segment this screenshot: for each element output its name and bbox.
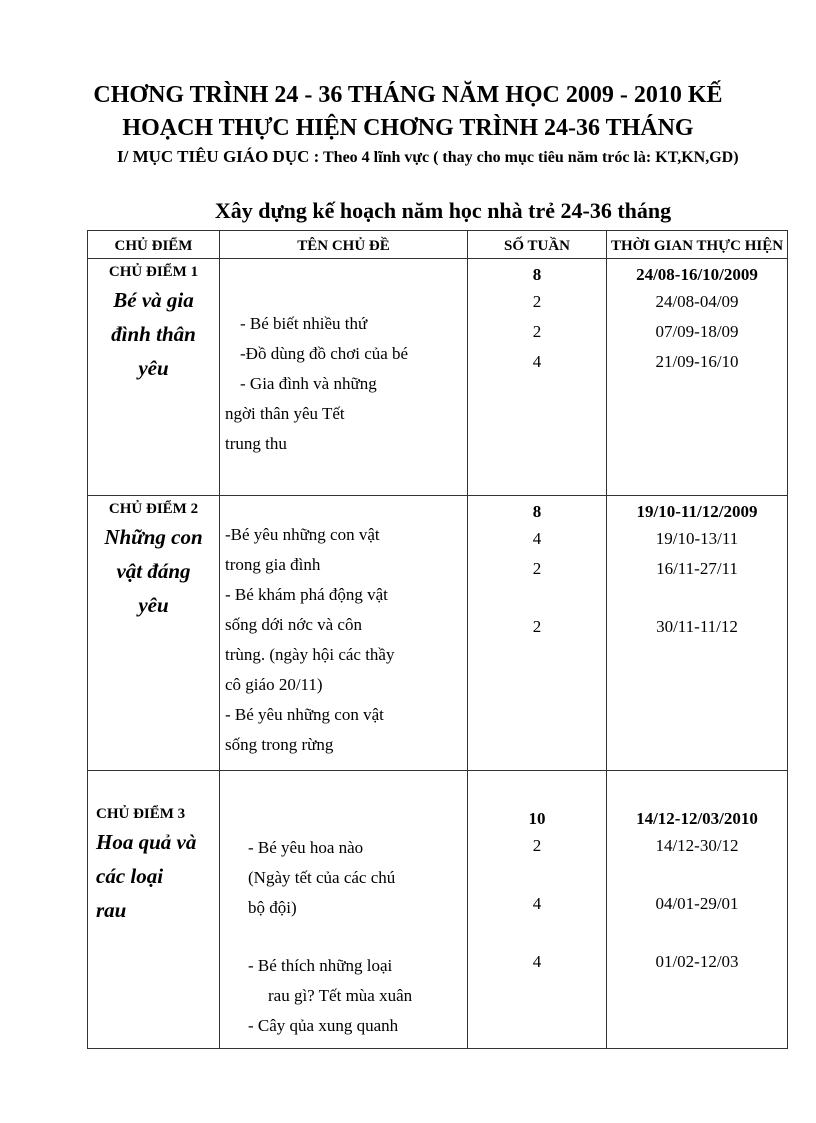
topic-line: -Bé yêu những con vật <box>225 525 380 544</box>
theme-code: CHỦ ĐIỂM 2 <box>108 501 199 517</box>
weeks-total: 10 <box>528 809 546 828</box>
topic-line: rau gì? Tết mùa xuân <box>268 986 413 1005</box>
table-header-row <box>88 231 788 259</box>
theme-cell <box>88 259 220 496</box>
date-value: 01/02-12/03 <box>655 952 739 971</box>
table-subtitle: Xây dựng kế hoạch năm học nhà trẻ 24-36 tháng <box>214 198 672 223</box>
table-row <box>88 259 788 496</box>
section-lead: I/ MỤC TIÊU GIÁO DỤC : <box>117 147 320 166</box>
weeks-cell <box>468 496 607 771</box>
theme-code: CHỦ ĐIỂM 3 <box>96 806 186 822</box>
theme-cell <box>88 771 220 1049</box>
weeks-value: 2 <box>532 617 542 636</box>
header-cell: SỐ TUẦN <box>468 231 607 259</box>
section-text: Theo 4 lĩnh vực ( thay cho mục tiêu năm tróc là: KT,KN,GD) <box>319 149 739 166</box>
weeks-value: 4 <box>532 529 542 548</box>
theme-name-line: Những con <box>104 525 203 549</box>
date-total: 19/10-11/12/2009 <box>636 502 758 521</box>
topic-line: - Cây qủa xung quanh <box>248 1016 399 1035</box>
page-title-line-1: CHƠNG TRÌNH 24 - 36 THÁNG NĂM HỌC 2009 - 2010 KẾ <box>93 82 723 108</box>
topic-cell <box>220 496 468 771</box>
weeks-value: 2 <box>532 292 542 311</box>
topic-line: ngời thân yêu Tết <box>225 404 345 423</box>
header-cell: TÊN CHỦ ĐỀ <box>220 231 468 259</box>
topic-line: - Bé biết nhiều thứ <box>240 314 368 333</box>
theme-name-line: đình thân <box>111 322 196 346</box>
date-value: 14/12-30/12 <box>655 836 739 855</box>
weeks-value: 2 <box>532 559 542 578</box>
topic-cell <box>220 771 468 1049</box>
header-cell: CHỦ ĐIỂM <box>88 231 220 259</box>
topic-line: - Bé yêu hoa nào <box>248 838 364 857</box>
weeks-value: 4 <box>532 952 542 971</box>
weeks-value: 2 <box>532 322 542 341</box>
theme-name-line: yêu <box>138 356 169 380</box>
topic-line: -Đồ dùng đồ chơi của bé <box>240 344 409 363</box>
table-row <box>88 496 788 771</box>
topic-line: - Gia đình và những <box>240 374 377 393</box>
weeks-total: 8 <box>532 265 542 284</box>
date-cell <box>607 496 788 771</box>
page-title-line-2: HOẠCH THỰC HIỆN CHƠNG TRÌNH 24-36 THÁNG <box>122 115 694 141</box>
topic-line: sống dới nớc và côn <box>225 615 362 634</box>
weeks-cell <box>468 771 607 1049</box>
date-cell <box>607 259 788 496</box>
section-heading <box>117 145 757 170</box>
theme-name-line: vật đáng <box>116 559 191 583</box>
header-cell: THỜI GIAN THỰC HIỆN <box>607 231 788 259</box>
theme-cell <box>88 496 220 771</box>
weeks-cell <box>468 259 607 496</box>
theme-name-line: các loại <box>96 864 164 888</box>
topic-line: trong gia đình <box>225 555 321 574</box>
date-value: 24/08-04/09 <box>655 292 739 311</box>
date-value: 30/11-11/12 <box>656 617 738 636</box>
weeks-value: 4 <box>532 894 542 913</box>
plan-table <box>87 230 788 1049</box>
weeks-value: 2 <box>532 836 542 855</box>
topic-line: cô giáo 20/11) <box>225 675 323 694</box>
theme-name-line: rau <box>96 898 127 922</box>
topic-cell <box>220 259 468 496</box>
theme-name-line: Hoa quả và <box>96 830 197 854</box>
date-value: 07/09-18/09 <box>655 322 739 341</box>
theme-name-line: Bé và gia <box>113 288 194 312</box>
topic-line: sống trong rừng <box>225 735 334 754</box>
theme-name-line: yêu <box>138 593 169 617</box>
date-value: 16/11-27/11 <box>656 559 738 578</box>
topic-line: trùng. (ngày hội các thầy <box>225 645 395 664</box>
topic-line: (Ngày tết của các chú <box>248 868 396 887</box>
topic-line: - Bé khám phá động vật <box>225 585 388 604</box>
date-value: 19/10-13/11 <box>655 529 739 548</box>
date-cell <box>607 771 788 1049</box>
date-value: 04/01-29/01 <box>655 894 739 913</box>
weeks-value: 4 <box>532 352 542 371</box>
table-row <box>88 771 788 1049</box>
date-value: 21/09-16/10 <box>655 352 739 371</box>
weeks-total: 8 <box>532 502 542 521</box>
date-total: 24/08-16/10/2009 <box>636 265 758 284</box>
topic-line: bộ đội) <box>248 898 297 917</box>
topic-line: - Bé yêu những con vật <box>225 705 384 724</box>
date-total: 14/12-12/03/2010 <box>636 809 758 828</box>
theme-code: CHỦ ĐIỂM 1 <box>108 264 199 280</box>
topic-line: - Bé thích những loại <box>248 956 393 975</box>
topic-line: trung thu <box>225 434 287 453</box>
